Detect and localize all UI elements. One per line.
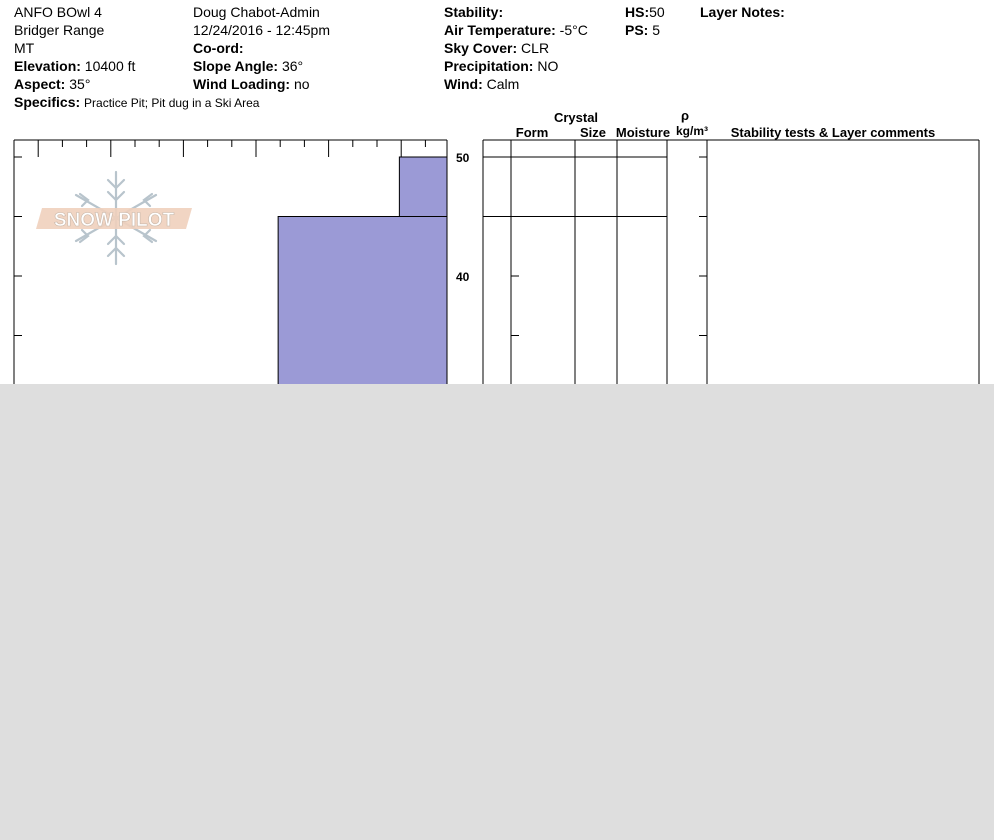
slope-value: 36° <box>281 58 304 74</box>
aspect-label: Aspect: <box>14 76 66 92</box>
size-header: Size <box>579 125 606 140</box>
table-depth-ticks <box>511 157 707 395</box>
wind-value: Calm <box>486 76 520 92</box>
range-name: Bridger Range <box>14 22 105 38</box>
air-temp-value: -5°C <box>559 22 588 38</box>
coord-label: Co-ord: <box>193 40 244 56</box>
comments-header: Stability tests & Layer comments <box>730 125 936 140</box>
precip-label: Precipitation: <box>444 58 534 74</box>
rho-header: ρ <box>680 108 690 123</box>
aspect-value: 35° <box>69 76 91 92</box>
sky-cover-label: Sky Cover: <box>444 40 518 56</box>
layer-table-grid <box>483 140 979 400</box>
density-unit-header: kg/m³ <box>675 124 708 138</box>
precip-value: NO <box>537 58 559 74</box>
elevation-value: 10400 ft <box>84 58 136 74</box>
stability-label: Stability: <box>444 4 504 20</box>
hs-label: HS: <box>625 4 650 20</box>
moisture-header: Moisture <box>615 125 671 140</box>
depth-tick-labels <box>456 151 470 403</box>
depth-label: 40 <box>456 270 470 284</box>
location-name: ANFO BOwl 4 <box>14 4 102 20</box>
depth-label: 50 <box>456 151 470 165</box>
hs-value: 50 <box>649 4 665 20</box>
air-temp-label: Air Temperature: <box>444 22 556 38</box>
observer-name: Doug Chabot-Admin <box>193 4 320 20</box>
hardness-layers <box>278 157 447 395</box>
wind-loading-label: Wind Loading: <box>193 76 291 92</box>
slope-label: Slope Angle: <box>193 58 279 74</box>
unrendered-area <box>0 384 994 840</box>
sky-cover-value: CLR <box>521 40 550 56</box>
observation-datetime: 12/24/2016 - 12:45pm <box>193 22 330 38</box>
ps-value: 5 <box>652 22 661 38</box>
wind-loading-value: no <box>293 76 310 92</box>
layer-notes-label: Layer Notes: <box>700 4 785 20</box>
elevation-label: Elevation: <box>14 58 81 74</box>
crystal-header: Crystal <box>553 110 599 125</box>
wind-label: Wind: <box>444 76 483 92</box>
specifics-label: Specifics: <box>14 94 81 110</box>
ps-label: PS: <box>625 22 649 38</box>
hardness-top-ticks <box>14 140 425 157</box>
specifics-value: Practice Pit; Pit dug in a Ski Area <box>84 96 260 110</box>
hardness-bar-1 <box>399 157 447 217</box>
state-name: MT <box>14 40 35 56</box>
snowpilot-logo <box>36 172 192 264</box>
form-header: Form <box>515 125 549 140</box>
logo-text: SNOW PILOT <box>53 210 175 231</box>
hardness-bar-2 <box>278 217 447 396</box>
